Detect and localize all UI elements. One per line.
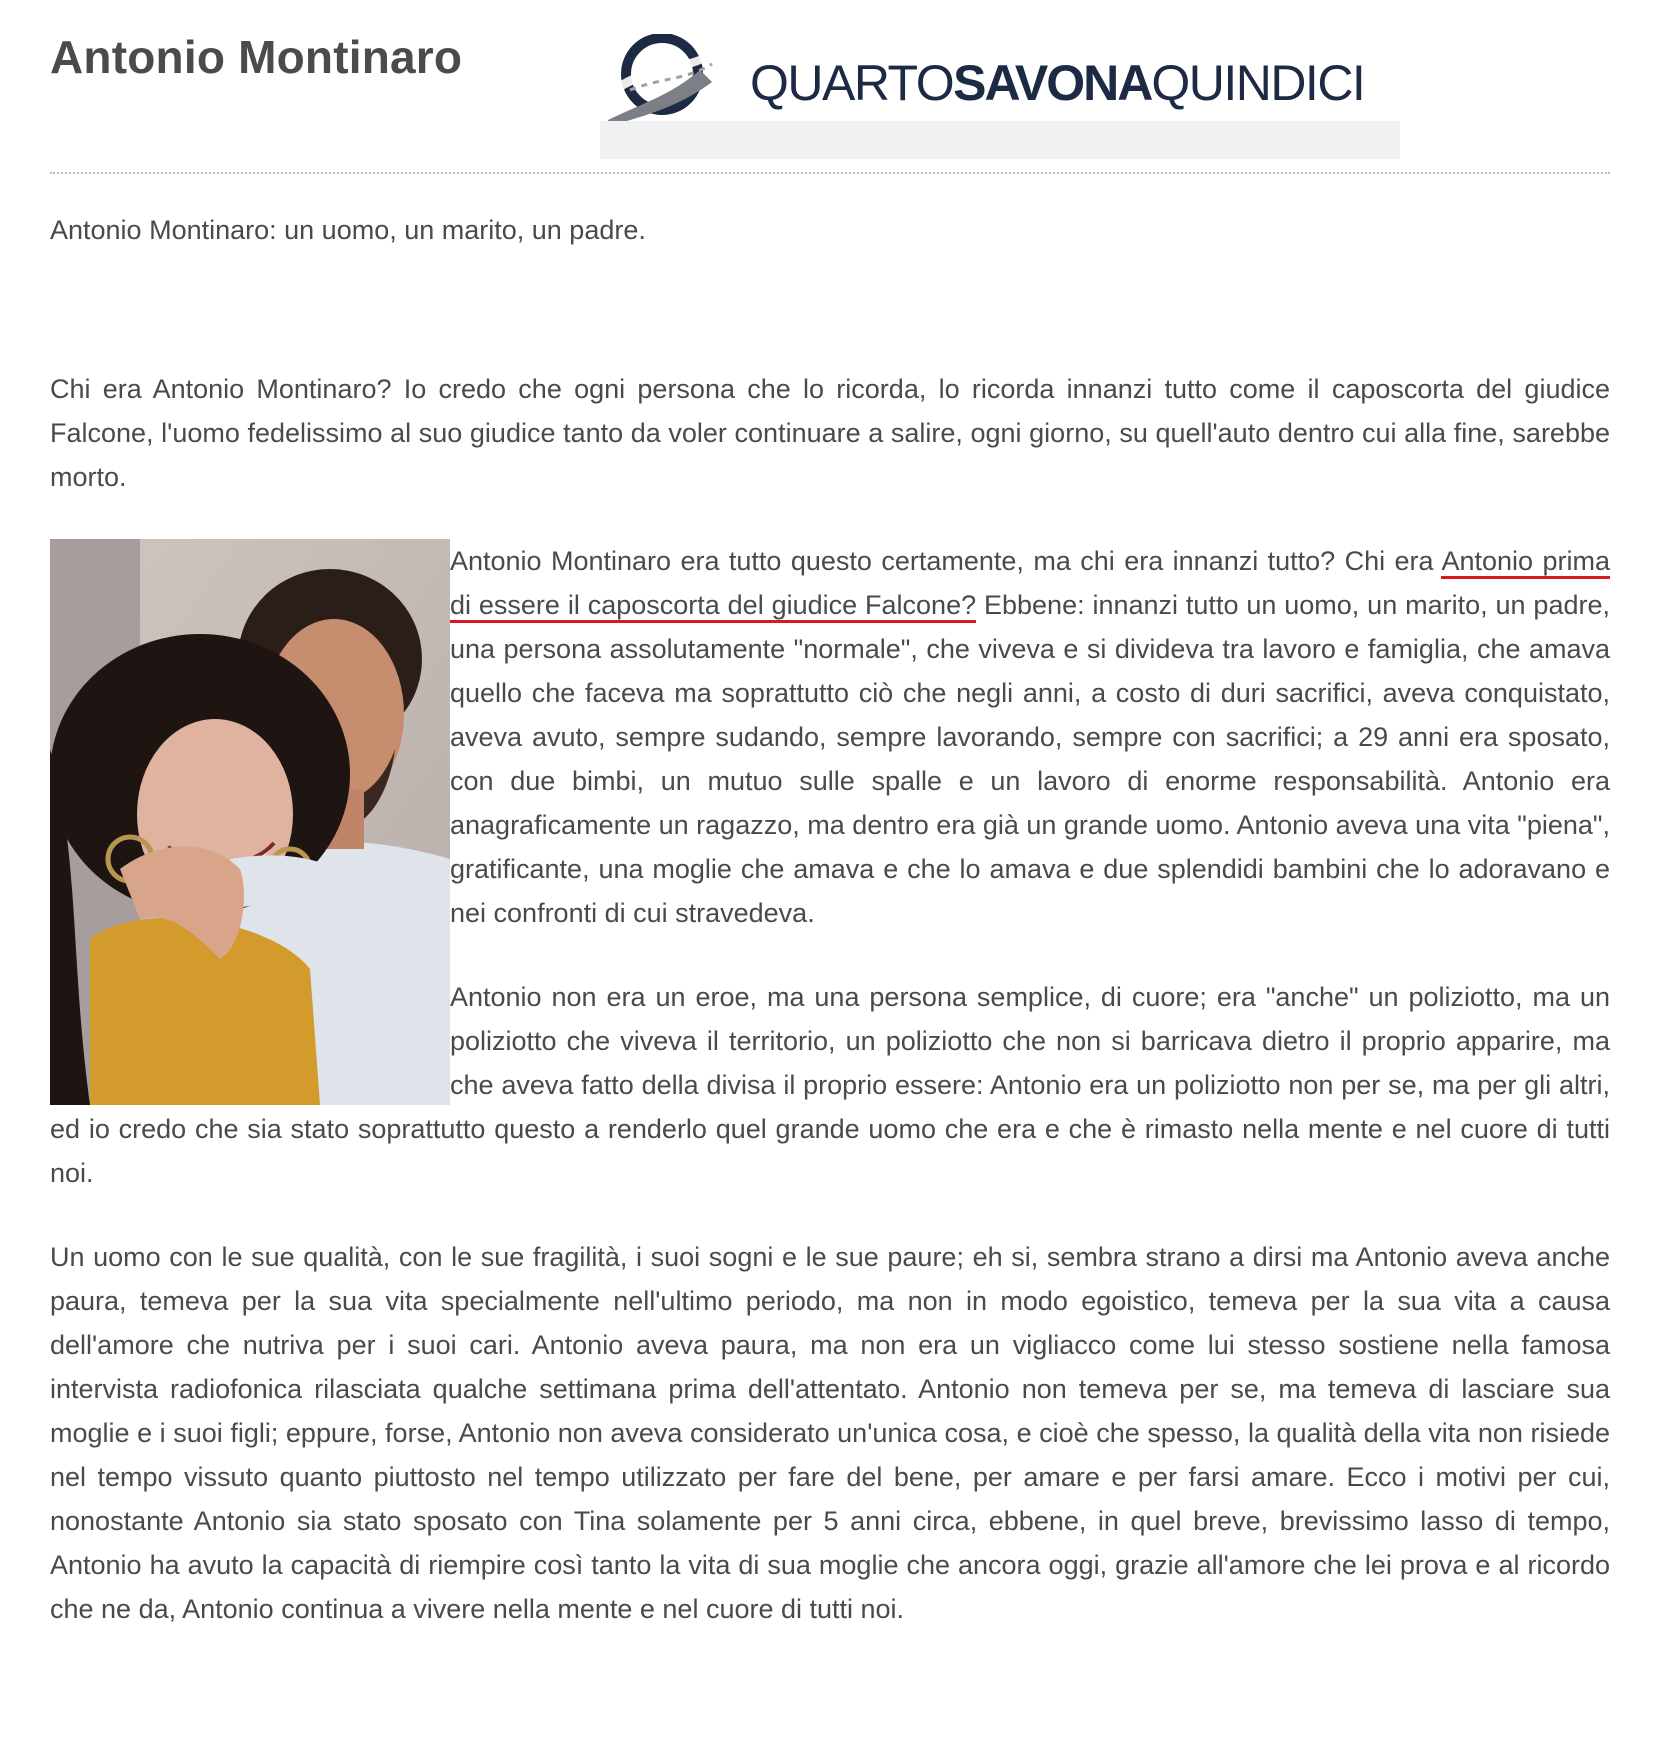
logo-wordmark	[750, 54, 1364, 112]
logo-savona: SAVONA	[953, 55, 1152, 111]
logo-strip	[600, 121, 1400, 159]
paragraph-2-start: Antonio Montinaro era tutto questo certamente, ma chi era innanzi tutto? Chi era	[450, 546, 1442, 576]
article-intro: Antonio Montinaro: un uomo, un marito, un padre.	[50, 215, 646, 245]
underlined-question: Antonio prima di essere il caposcorta del giudice Falcone?	[450, 546, 1610, 623]
paragraph-4: Un uomo con le sue qualità, con le sue fragilità, i suoi sogni e le sue paure; eh si, sembra strano a dirsi ma Antonio aveva anche paura, temeva per la sua vita specialmente nell'ultimo periodo, ma non in modo egoistico, temeva per la sua vita a causa dell'amore che nutriva per i suoi cari. Antonio aveva paura, ma non era un vigliacco come lui stesso sostiene nella famosa intervista radiofonica rilasciata qualche settimana prima dell'attentato. Antonio non temeva per se, ma temeva di lasciare sua moglie e i suoi figli; eppure, forse, Antonio non aveva considerato un'unica cosa, e cioè che spesso, la qualità della vita non risiede nel tempo vissuto quanto piuttosto nel tempo utilizzato per fare del bene, per amare e per farsi amare. Ecco i motivi per cui, nonostante Antonio sia stato sposato con Tina solamente per 5 anni circa, ebbene, in quel breve, brevissimo lasso di tempo, Antonio ha avuto la capacità di riempire così tanto la vita di sua moglie che ancora oggi, grazie all'amore che lei prova e al ricordo che ne da, Antonio continua a vivere nella mente e nel cuore di tutti noi.	[50, 1242, 1610, 1624]
road-swoosh-icon	[600, 34, 750, 124]
logo-quindici: QUINDICI	[1151, 55, 1365, 111]
paragraph-2-end: Ebbene: innanzi tutto un uomo, un marito, un padre, una persona assolutamente "normale", che viveva e si divideva tra lavoro e famiglia, che amava quello che faceva ma soprattutto ciò che negli anni, a costo di duri sacrifici, aveva conquistato, aveva avuto, sempre sudando, sempre lavorando, sempre con sacrifici; a 29 anni era sposato, con due bimbi, un mutuo sulle spalle e un lavoro di enorme responsabilità. Antonio era anagraficamente un ragazzo, ma dentro era già un grande uomo. Antonio aveva una vita "piena", gratificante, una moglie che amava e che lo amava e due splendidi bambini che lo adoravano e nei confronti di cui stravedeva.	[450, 590, 1610, 928]
couple-photo-icon	[50, 539, 450, 1105]
quarto-savona-quindici-logo[interactable]	[600, 34, 1420, 124]
article-body	[50, 208, 1610, 1631]
page-title: Antonio Montinaro	[50, 31, 463, 83]
paragraph-3: Antonio non era un eroe, ma una persona semplice, di cuore; era "anche" un poliziotto, ma un poliziotto che viveva il territorio, un poliziotto che non si barricava dietro il proprio apparire, ma che aveva fatto della divisa il proprio essere: Antonio era un poliziotto non per se, ma per gli altri, ed io credo che sia stato soprattutto questo a renderlo quel grande uomo che era e che è rimasto nella mente e nel cuore di tutti noi.	[50, 982, 1610, 1188]
couple-photo	[50, 539, 450, 1105]
paragraph-1: Chi era Antonio Montinaro? Io credo che ogni persona che lo ricorda, lo ricorda innanzi tutto come il caposcorta del giudice Falcone, l'uomo fedelissimo al suo giudice tanto da voler continuare a salire, ogni giorno, su quell'auto dentro cui alla fine, sarebbe morto.	[50, 374, 1610, 492]
logo-quarto: QUARTO	[750, 55, 954, 111]
